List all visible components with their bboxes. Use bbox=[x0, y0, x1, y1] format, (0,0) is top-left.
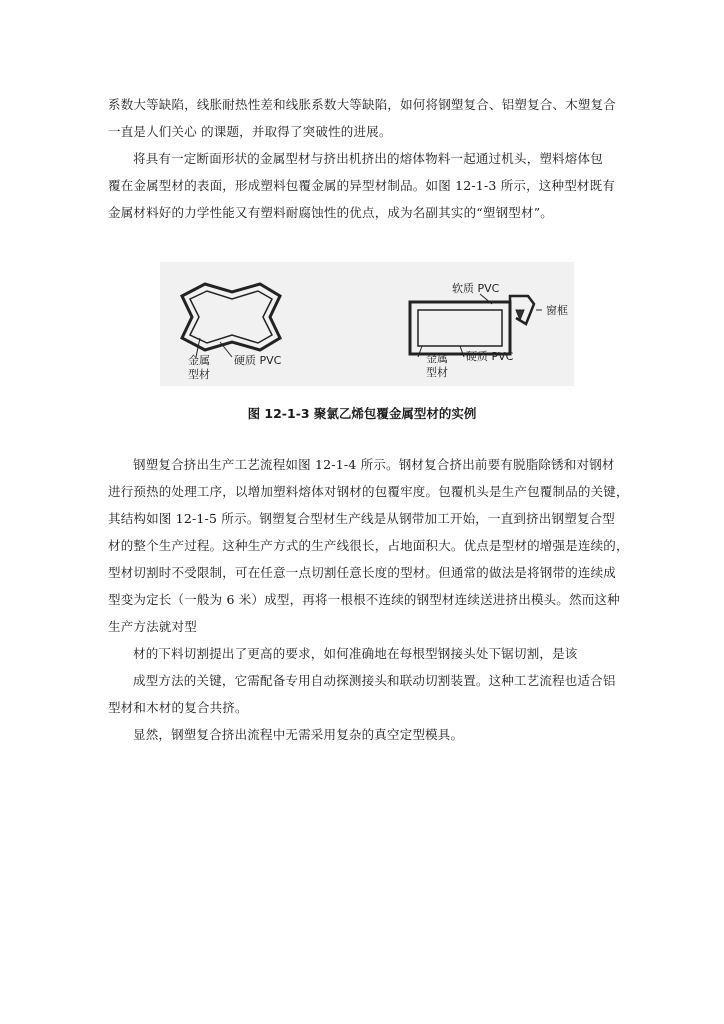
text-line: 金属材料好的力学性能又有塑料耐腐蚀性的优点，成为名副其实的“塑钢型材”。 bbox=[108, 205, 553, 220]
text-line: 型材切割时不受限制，可在任意一点切割任意长度的型材。但通常的做法是将钢带的连续成 bbox=[108, 565, 617, 580]
figure-profile-examples bbox=[160, 262, 574, 386]
label-soft-pvc: 软质 PVC bbox=[452, 282, 500, 295]
label-metal-right: 金属 bbox=[426, 352, 448, 365]
frame-profile-drawing bbox=[410, 294, 542, 357]
figure-drawing bbox=[160, 262, 574, 386]
text-block-top bbox=[108, 91, 628, 226]
label-hard-pvc-right: 硬质 PVC bbox=[466, 350, 514, 363]
text-line: 进行预热的处理工序，以增加塑料熔体对钢材的包覆牢度。包覆机头是生产包覆制品的关键， bbox=[108, 484, 629, 499]
label-hard-pvc-left: 硬质 PVC bbox=[234, 354, 282, 367]
text-line: 覆在金属型材的表面，形成塑料包覆金属的异型材制品。如图 12-1-3 所示，这种型材既有 bbox=[108, 178, 616, 193]
label-profile-right: 型材 bbox=[426, 366, 448, 379]
text-line: 材的下料切割提出了更高的要求，如何准确地在每根型钢接头处下锯切割，是该 bbox=[133, 646, 578, 661]
text-line: 钢塑复合挤出生产工艺流程如图 12-1-4 所示。钢材复合挤出前要有脱脂除锈和对钢材 bbox=[133, 457, 615, 472]
text-line: 其结构如图 12-1-5 所示。钢塑复合型材生产线是从钢带加工开始，一直到挤出钢塑复合型 bbox=[108, 511, 616, 526]
label-window-frame: 窗框 bbox=[546, 304, 568, 317]
text-block-bottom bbox=[108, 451, 628, 748]
label-metal-left: 金属 bbox=[188, 354, 210, 367]
text-line: 成型方法的关键，它需配备专用自动探测接头和联动切割装置。这种工艺流程也适合铝 bbox=[133, 673, 616, 688]
text-line: 型材和木材的复合共挤。 bbox=[108, 700, 248, 715]
text-line: 生产方法就对型 bbox=[108, 619, 197, 634]
text-line: 显然，钢塑复合挤出流程中无需采用复杂的真空定型模具。 bbox=[133, 727, 464, 742]
cross-profile-drawing bbox=[182, 284, 280, 357]
text-line: 一直是人们关心 的课题，并取得了突破性的进展。 bbox=[108, 124, 392, 139]
figure-caption: 图 12-1-3 聚氯乙烯包覆金属型材的实例 bbox=[247, 406, 477, 421]
text-line: 系数大等缺陷，线胀耐热性差和线胀系数大等缺陷，如何将钢塑复合、铝塑复合、木塑复合 bbox=[108, 97, 617, 112]
label-profile-left: 型材 bbox=[188, 368, 210, 381]
text-line: 材的整个生产过程。这种生产方式的生产线很长，占地面积大。优点是型材的增强是连续的， bbox=[108, 538, 629, 553]
text-line: 将具有一定断面形状的金属型材与挤出机挤出的熔体物料一起通过机头，塑料熔体包 bbox=[133, 151, 603, 166]
text-line: 型变为定长（一般为 6 米）成型，再将一根根不连续的钢型材连续送进挤出模头。然而这种 bbox=[108, 592, 620, 607]
